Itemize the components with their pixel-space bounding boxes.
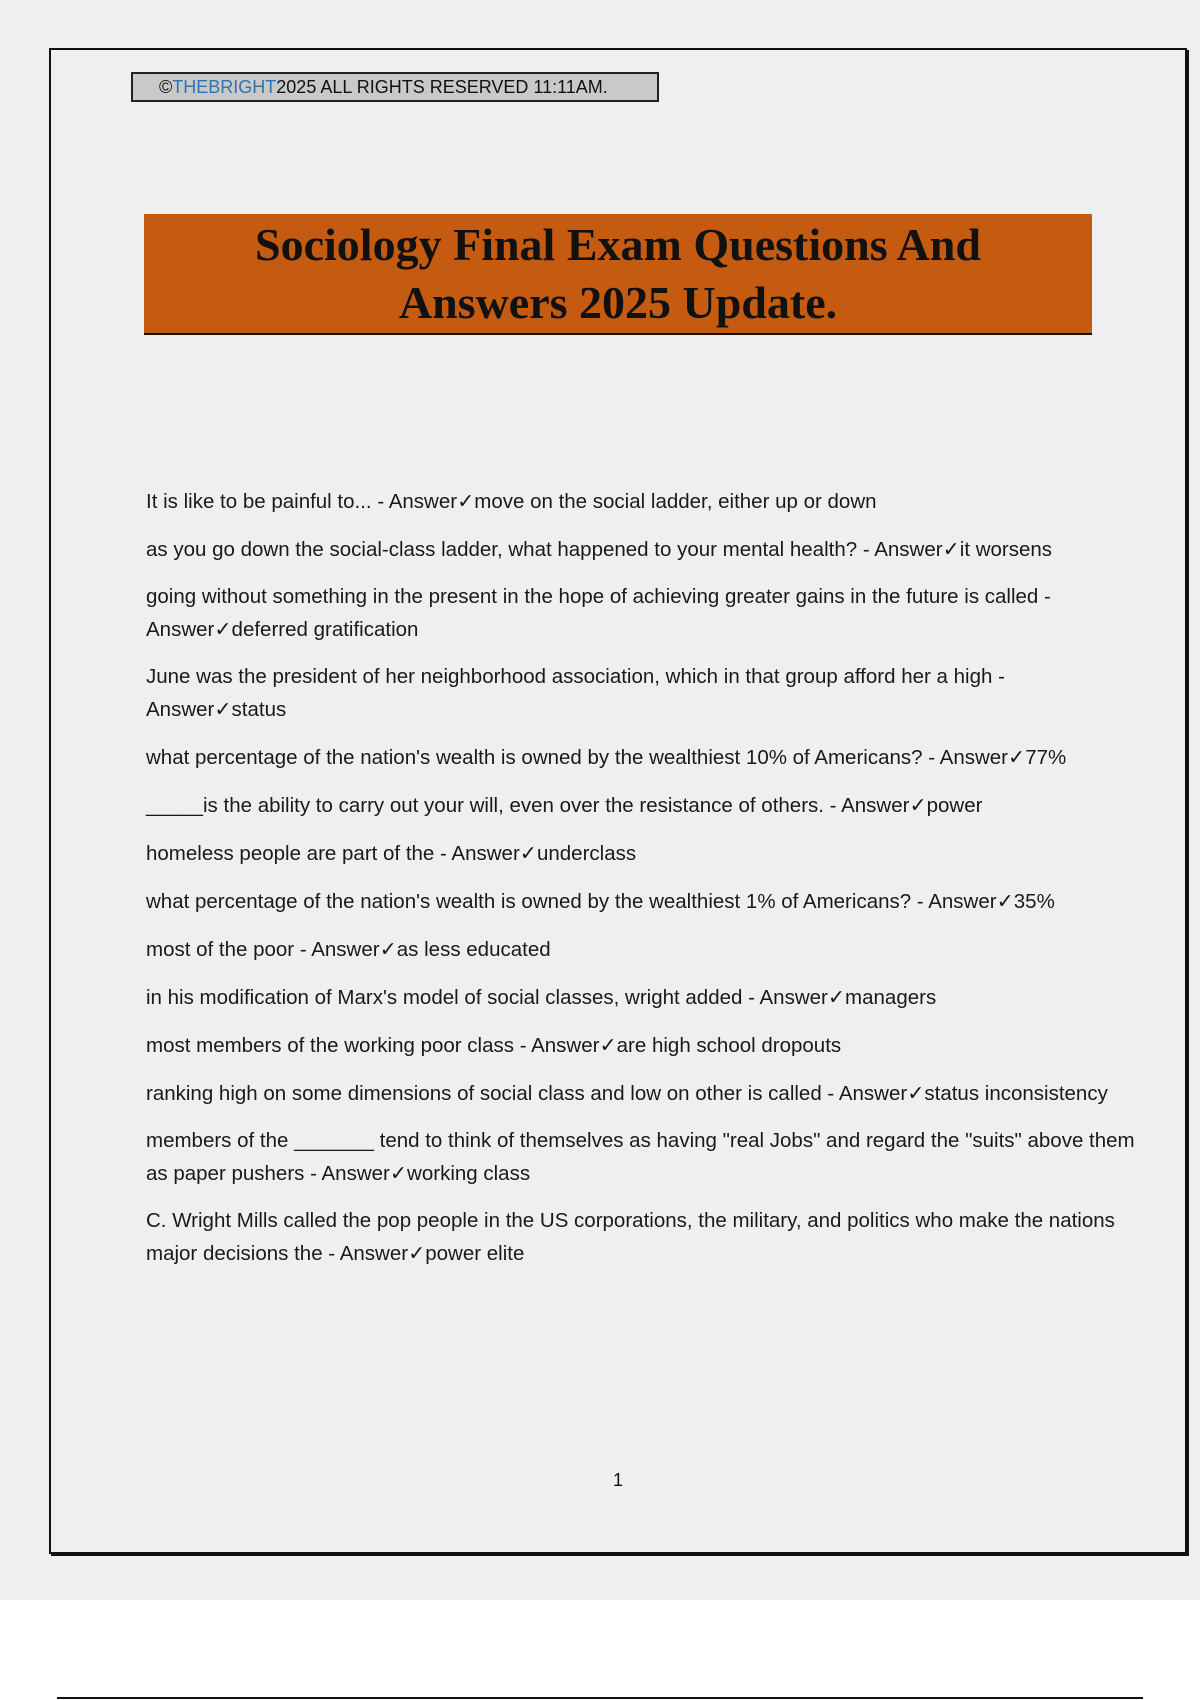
question-text: homeless people are part of the - <box>146 842 452 865</box>
answer-text: move on the social ladder, either up or down <box>474 490 877 513</box>
qa-item <box>146 741 1141 774</box>
qa-item <box>146 1077 1141 1110</box>
answer-label: Answer <box>339 1242 409 1265</box>
question-text: most members of the working poor class - <box>146 1034 532 1057</box>
answer-label: Answer <box>939 746 1008 769</box>
checkmark-icon: ✓ <box>599 1033 617 1057</box>
qa-item <box>146 837 1141 870</box>
title-banner <box>144 214 1092 335</box>
answer-label: Answer <box>451 842 520 865</box>
qa-item <box>146 485 1141 518</box>
checkmark-icon: ✓ <box>214 617 232 641</box>
question-text: It is like to be painful to... - <box>146 490 389 513</box>
question-answer-list <box>146 485 1141 1285</box>
qa-item <box>146 581 1141 646</box>
qa-item <box>146 933 1141 966</box>
qa-item <box>146 661 1141 726</box>
question-text: what percentage of the nation's wealth is owned by the wealthiest 1% of Americans? - <box>146 890 929 913</box>
checkmark-icon: ✓ <box>519 841 537 865</box>
answer-label: Answer <box>928 890 997 913</box>
answer-label: Answer <box>321 1162 390 1185</box>
checkmark-icon: ✓ <box>907 1081 925 1105</box>
page-number: 1 <box>612 1470 623 1490</box>
document-title: Sociology Final Exam Questions And Answers 2025 Update. <box>255 218 981 328</box>
question-text: members of the _______ tend to think of themselves as having "real Jobs" and regard the "suits" above them as paper pushers - <box>146 1129 1135 1185</box>
qa-item <box>146 1029 1141 1062</box>
checkmark-icon: ✓ <box>996 889 1014 913</box>
question-text: _____is the ability to carry out your will, even over the resistance of others. - <box>146 794 842 817</box>
question-text: what percentage of the nation's wealth is owned by the wealthiest 10% of Americans? - <box>146 746 940 769</box>
answer-text: are high school dropouts <box>616 1034 842 1057</box>
answer-label: Answer <box>388 490 458 513</box>
checkmark-icon: ✓ <box>827 985 846 1009</box>
qa-item <box>146 789 1141 822</box>
copyright-symbol: © <box>159 76 173 97</box>
checkmark-icon: ✓ <box>379 937 397 961</box>
checkmark-icon: ✓ <box>909 793 927 817</box>
question-text: ranking high on some dimensions of social class and low on other is called - <box>146 1082 839 1105</box>
checkmark-icon: ✓ <box>214 697 232 721</box>
question-text: as you go down the social-class ladder, what happened to your mental health? - <box>146 538 875 561</box>
question-text: going without something in the present in the hope of achieving greater gains in the future is called - <box>146 585 1051 608</box>
answer-label: Answer <box>841 794 910 817</box>
answer-text: power <box>926 794 983 817</box>
checkmark-icon: ✓ <box>457 489 475 513</box>
document-page <box>49 48 1187 1554</box>
copyright-notice <box>131 72 659 102</box>
answer-text: underclass <box>536 842 637 865</box>
question-text: June was the president of her neighborhood association, which in that group afford her a high - <box>146 665 1005 688</box>
answer-text: it worsens <box>959 538 1053 561</box>
question-text: most of the poor - <box>146 938 312 961</box>
answer-label: Answer <box>146 698 215 721</box>
checkmark-icon: ✓ <box>389 1161 408 1185</box>
checkmark-icon: ✓ <box>1008 745 1026 769</box>
answer-text: 77% <box>1025 746 1067 769</box>
brand-name: THEBRIGHT <box>172 76 277 97</box>
answer-label: Answer <box>874 538 943 561</box>
footer-divider <box>57 1697 1143 1699</box>
answer-text: working class <box>407 1162 531 1185</box>
checkmark-icon: ✓ <box>942 537 960 561</box>
question-text: C. Wright Mills called the pop people in the US corporations, the military, and politics who make the nations major decisions the - <box>146 1209 1115 1265</box>
answer-label: Answer <box>146 618 215 641</box>
answer-text: power elite <box>425 1242 525 1265</box>
answer-text: deferred gratification <box>231 618 419 641</box>
answer-text: managers <box>845 986 937 1009</box>
answer-label: Answer <box>838 1082 908 1105</box>
answer-text: status inconsistency <box>924 1082 1108 1105</box>
copyright-text: 2025 ALL RIGHTS RESERVED 11:11AM. <box>276 76 608 97</box>
answer-label: Answer <box>531 1034 600 1057</box>
answer-text: as less educated <box>396 938 551 961</box>
answer-text: status <box>231 698 287 721</box>
question-text: in his modification of Marx's model of social classes, wright added - <box>146 986 760 1009</box>
qa-item <box>146 885 1141 918</box>
answer-label: Answer <box>311 938 380 961</box>
qa-item <box>146 981 1141 1014</box>
answer-text: 35% <box>1013 890 1055 913</box>
checkmark-icon: ✓ <box>408 1241 426 1265</box>
qa-item <box>146 1205 1141 1270</box>
qa-item <box>146 1125 1141 1190</box>
answer-label: Answer <box>759 986 828 1009</box>
qa-item <box>146 533 1141 566</box>
